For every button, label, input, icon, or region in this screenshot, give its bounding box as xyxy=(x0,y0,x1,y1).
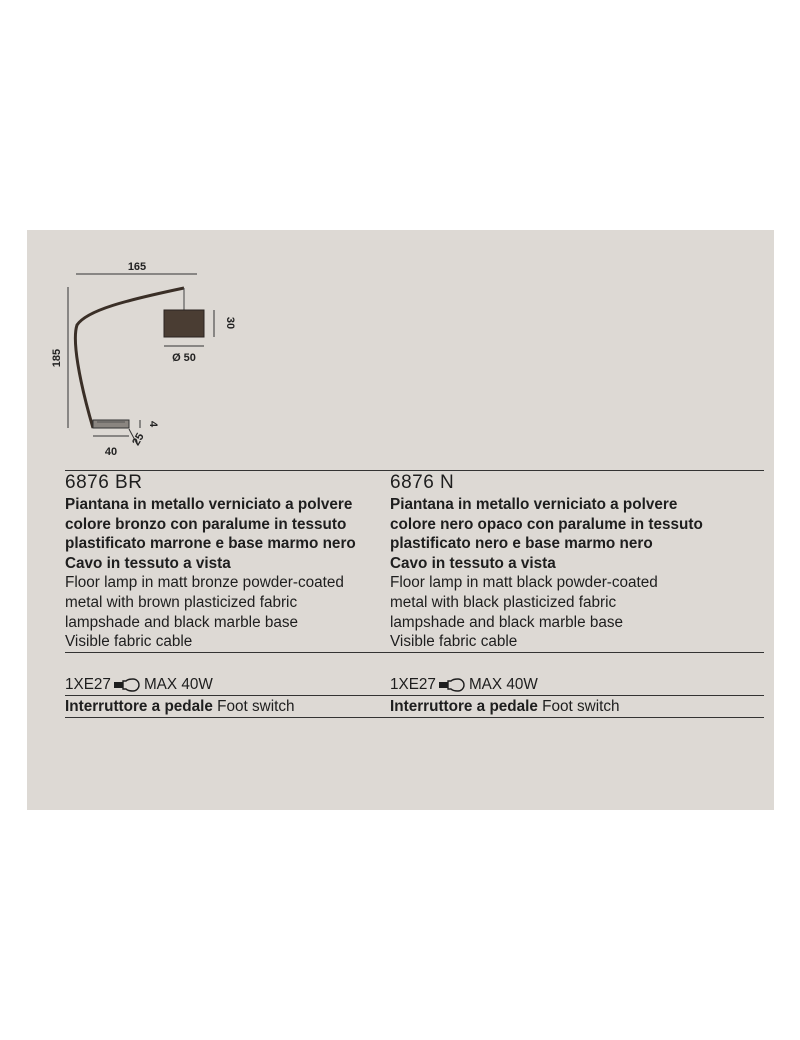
divider-bottom xyxy=(65,717,764,718)
lamp-technical-drawing xyxy=(27,230,774,470)
base-thickness-label: 4 xyxy=(147,420,159,428)
switch-label-en: Foot switch xyxy=(542,698,620,715)
lamp-shade xyxy=(164,310,204,337)
lamp-base xyxy=(93,420,129,428)
description-it-line: colore nero opaco con paralume in tessuto xyxy=(390,515,703,533)
product-description-br xyxy=(65,495,395,652)
base-width-label: 40 xyxy=(104,446,118,458)
switch-spec-n xyxy=(390,697,720,716)
description-en-line: Floor lamp in matt black powder-coated xyxy=(390,574,658,592)
description-en-line: Visible fabric cable xyxy=(390,633,518,651)
description-en-line: lampshade and black marble base xyxy=(390,613,623,631)
description-it-line: Cavo in tessuto a vista xyxy=(65,554,231,572)
shade-diameter-label: Ø 50 xyxy=(172,352,196,364)
power-spec-n xyxy=(390,675,720,694)
lamp-socket-spec: 1XE27 xyxy=(65,676,111,693)
bulb-icon xyxy=(438,678,467,692)
description-it-line: plastificato marrone e base marmo nero xyxy=(65,535,356,553)
description-en-line: metal with black plasticized fabric xyxy=(390,593,617,611)
product-description-n xyxy=(390,495,720,652)
lamp-max-wattage: MAX 40W xyxy=(468,676,538,693)
description-en-line: lampshade and black marble base xyxy=(65,613,298,631)
description-it-line: plastificato nero e base marmo nero xyxy=(390,535,653,553)
divider-top xyxy=(65,470,764,471)
description-it-line: Piantana in metallo verniciato a polvere xyxy=(65,496,353,513)
power-spec-br xyxy=(65,675,395,694)
spec-sheet xyxy=(27,230,774,810)
product-code-br: 6876 BR xyxy=(65,472,143,493)
description-en-line: Visible fabric cable xyxy=(65,633,193,651)
switch-spec-br xyxy=(65,697,395,716)
description-it-line: Cavo in tessuto a vista xyxy=(390,554,556,572)
description-en-line: Floor lamp in matt bronze powder-coated xyxy=(65,574,344,592)
description-it-line: Piantana in metallo verniciato a polvere xyxy=(390,496,678,513)
switch-label-it: Interruttore a pedale xyxy=(65,698,213,715)
description-it-line: colore bronzo con paralume in tessuto xyxy=(65,515,347,533)
divider-power xyxy=(65,695,764,696)
lamp-max-wattage: MAX 40W xyxy=(143,676,213,693)
switch-label-en: Foot switch xyxy=(217,698,295,715)
bulb-icon xyxy=(113,678,142,692)
base-depth-label: 25 xyxy=(130,431,147,448)
width-dimension-label: 165 xyxy=(127,261,147,273)
switch-label-it: Interruttore a pedale xyxy=(390,698,538,715)
lamp-stem xyxy=(75,288,184,428)
divider-middle xyxy=(65,652,764,653)
lamp-socket-spec: 1XE27 xyxy=(390,676,436,693)
description-en-line: metal with brown plasticized fabric xyxy=(65,593,298,611)
product-code-n: 6876 N xyxy=(390,472,455,493)
height-dimension-label: 185 xyxy=(51,348,63,368)
shade-height-label: 30 xyxy=(224,316,236,330)
